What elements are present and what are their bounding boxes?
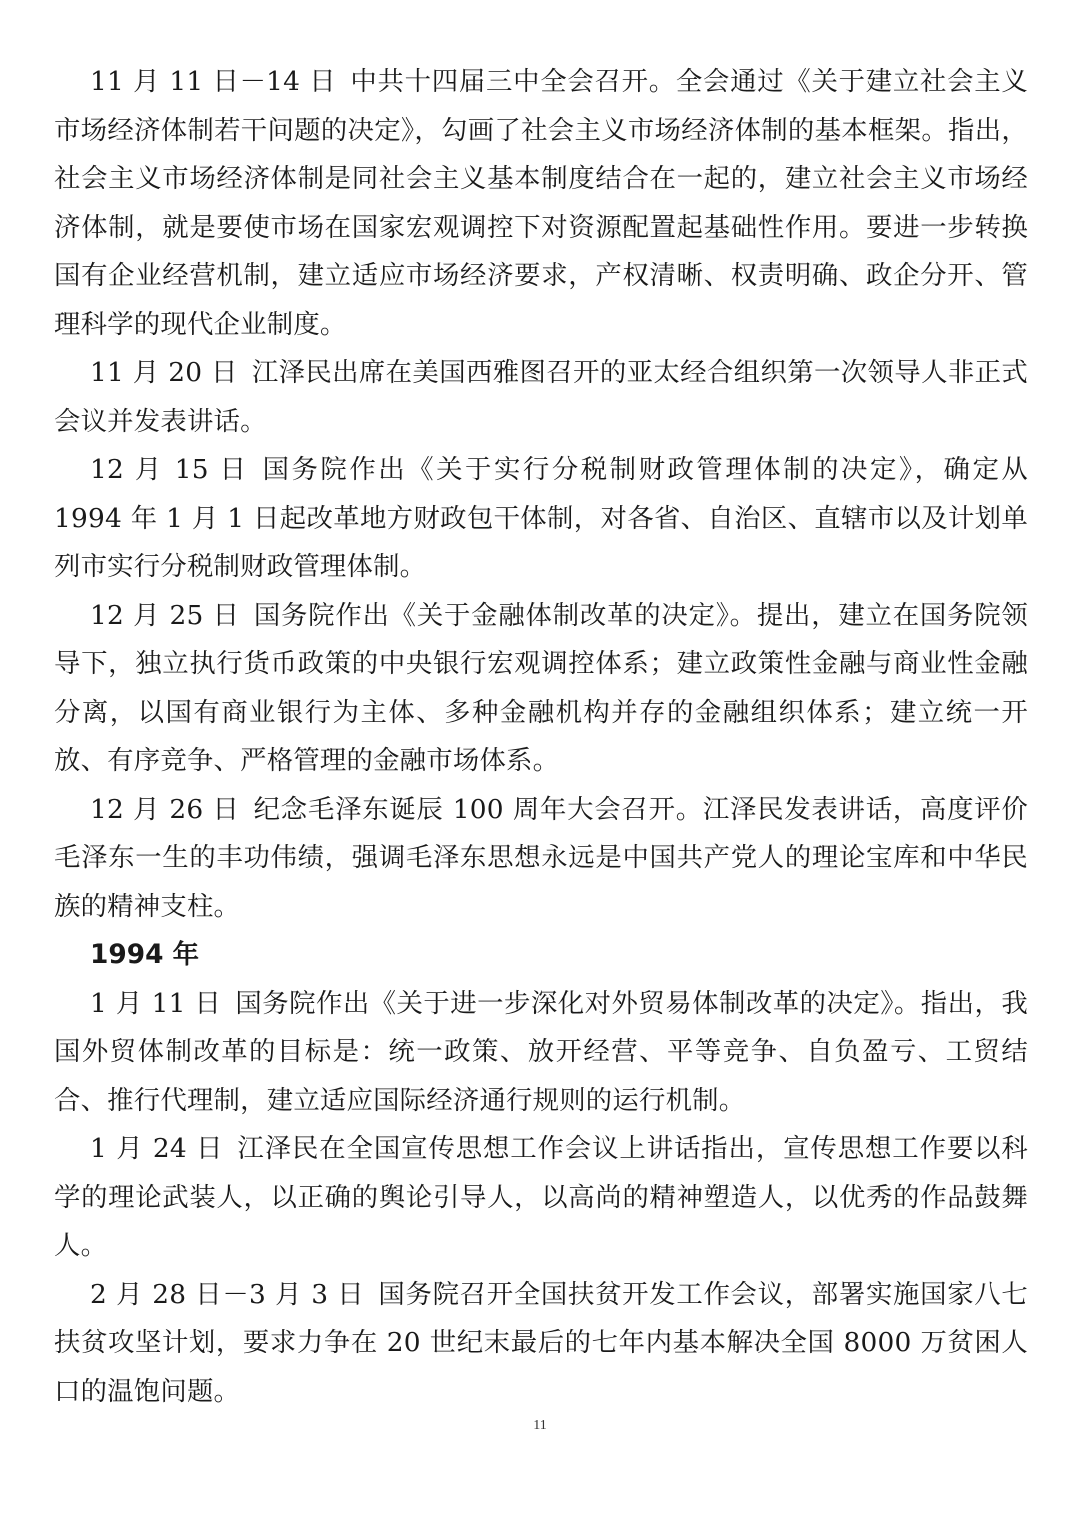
entry-date: 12 月 25 日 [90,599,240,631]
entry-date: 1 月 24 日 [90,1133,224,1164]
entry-text: 国务院作出《关于进一步深化对外贸易体制改革的决定》。指出，我国外贸体制改革的目标是：统一政策、放开经营、平等竞争、自负盈亏、工贸结合、推行代理制，建立适应国际经济通行规则的运行机制。 [54,987,1028,1116]
chronology-entry [54,446,1028,592]
entry-text: 国务院作出《关于实行分税制财政管理体制的决定》，确定从 1994 年 1 月 1 日起改革地方财政包干体制，对各省、自治区、直辖市以及计划单列市实行分税制财政管理体制。 [54,454,1028,582]
entry-text: 江泽民出席在美国西雅图召开的亚太经合组织第一次领导人非正式会议并发表讲话。 [54,357,1028,437]
entry-date: 1 月 11 日 [90,987,222,1019]
entry-text: 纪念毛泽东诞辰 100 周年大会召开。江泽民发表讲话，高度评价毛泽东一生的丰功伟绩，强调毛泽东思想永远是中国共产党人的理论宝库和中华民族的精神支柱。 [54,793,1028,922]
entries-1993 [54,58,1028,931]
entry-date: 11 月 20 日 [90,357,238,388]
document-body [54,58,1028,1416]
entry-date: 11 月 11 日－14 日 [90,66,337,97]
chronology-entry [54,786,1028,932]
entry-date: 2 月 28 日－3 月 3 日 [90,1278,365,1310]
entry-text: 国务院召开全国扶贫开发工作会议，部署实施国家八七扶贫攻坚计划，要求力争在 20 世纪末最后的七年内基本解决全国 8000 万贫困人口的温饱问题。 [54,1278,1028,1407]
chronology-entry [54,349,1028,446]
entries-1994 [54,980,1028,1417]
entry-date: 12 月 15 日 [90,454,249,485]
chronology-entry [54,980,1028,1126]
entry-text: 江泽民在全国宣传思想工作会议上讲话指出，宣传思想工作要以科学的理论武装人，以正确的舆论引导人，以高尚的精神塑造人，以优秀的作品鼓舞人。 [54,1133,1028,1261]
chronology-entry [54,1125,1028,1271]
entry-date: 12 月 26 日 [90,793,240,825]
page-number: 11 [533,1418,547,1433]
chronology-entry [54,592,1028,786]
year-heading: 1994 年 [90,939,200,970]
chronology-entry [54,58,1028,349]
entry-text: 国务院作出《关于金融体制改革的决定》。提出，建立在国务院领导下，独立执行货币政策的中央银行宏观调控体系；建立政策性金融与商业性金融分离，以国有商业银行为主体、多种金融机构并存的金融组织体系；建立统一开放、有序竞争、严格管理的金融市场体系。 [54,599,1028,776]
chronology-entry [54,1271,1028,1417]
entry-text: 中共十四届三中全会召开。全会通过《关于建立社会主义市场经济体制若干问题的决定》，勾画了社会主义市场经济体制的基本框架。指出，社会主义市场经济体制是同社会主义基本制度结合在一起的，建立社会主义市场经济体制，就是要使市场在国家宏观调控下对资源配置起基础性作用。要进一步转换国有企业经营机制，建立适应市场经济要求，产权清晰、权责明确、政企分开、管理科学的现代企业制度。 [54,66,1028,340]
